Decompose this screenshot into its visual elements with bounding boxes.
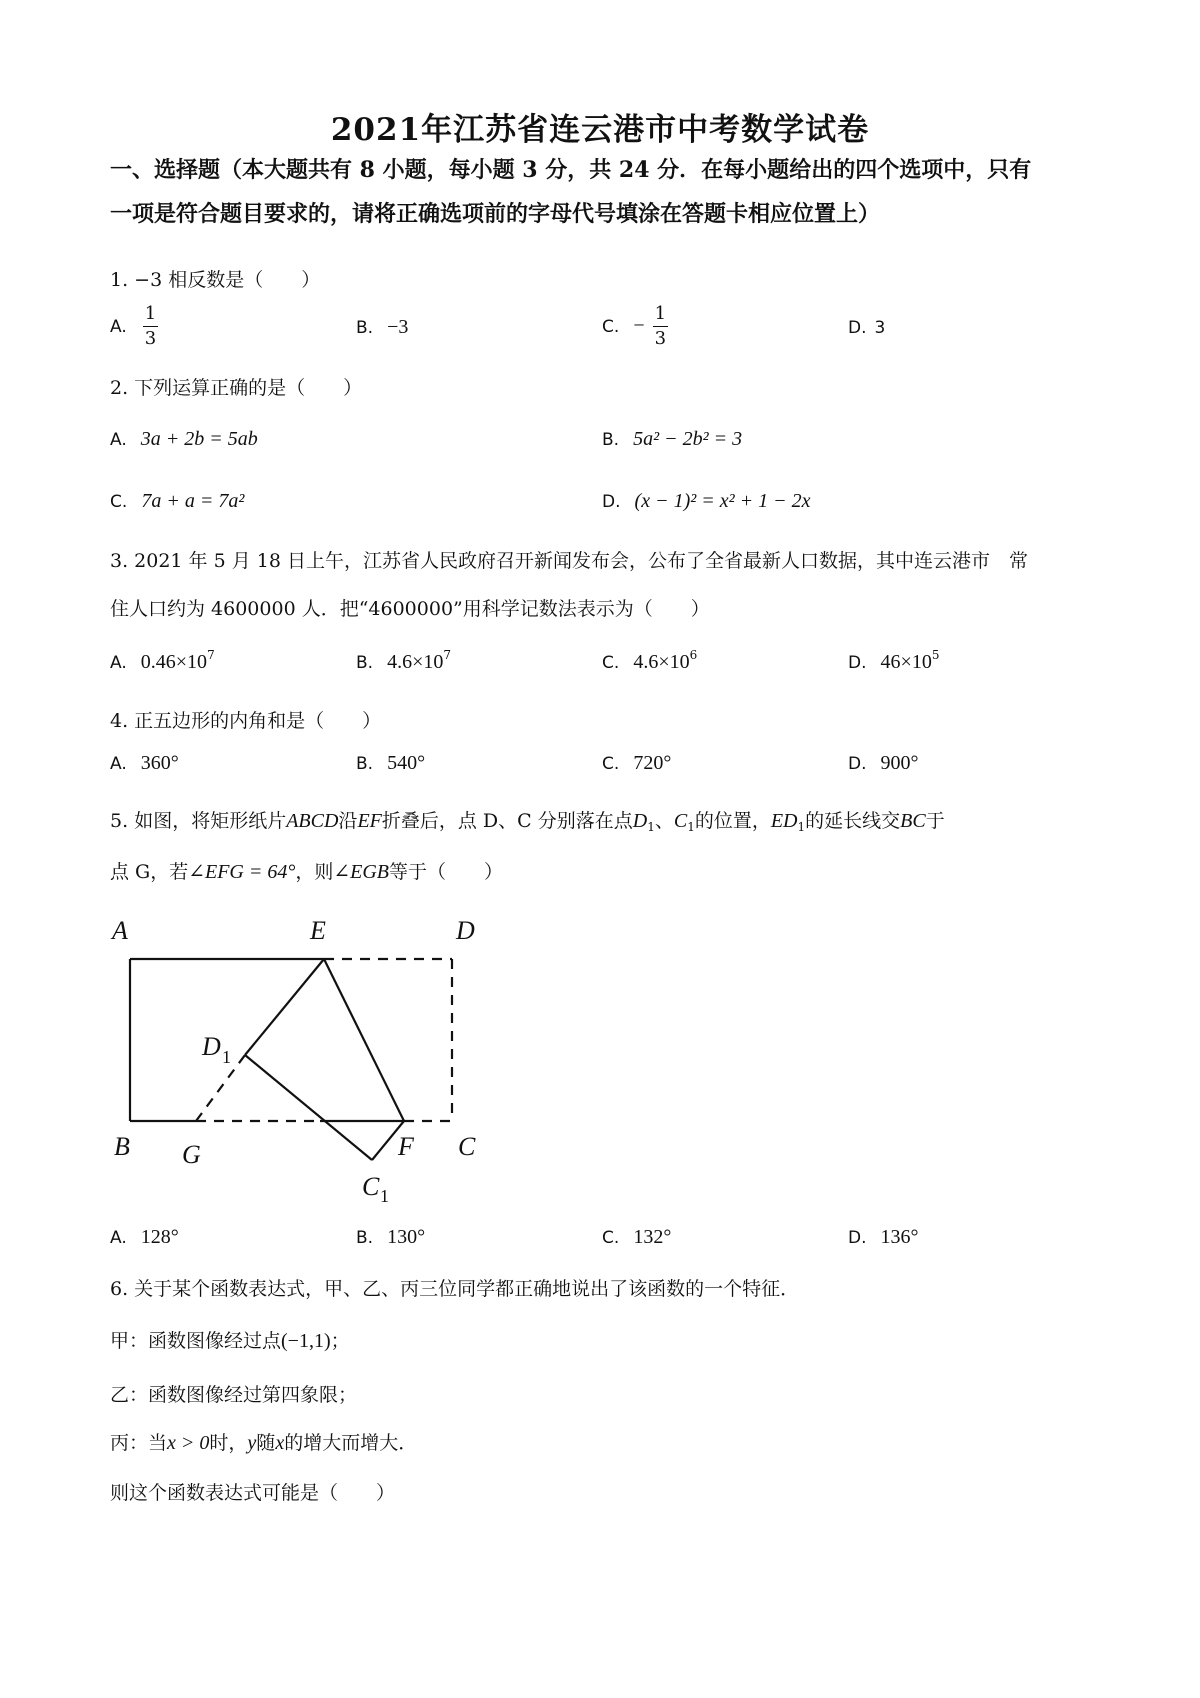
denominator: 3 (144, 328, 157, 349)
minus-sign: − (633, 314, 645, 337)
option-mantissa: 0.46×10 (140, 651, 208, 673)
numerator: 1 (143, 302, 158, 327)
stem-text: 的增大而增大． (284, 1432, 418, 1454)
q1-option-d (848, 316, 893, 338)
condition-x: x > 0 (167, 1432, 210, 1454)
stem-text: 于 (925, 810, 945, 832)
subscript: 1 (647, 820, 655, 834)
q2-option-d (602, 490, 810, 513)
option-label: B. (356, 653, 374, 673)
option-value: 136° (880, 1226, 919, 1248)
option-label: A. (110, 430, 127, 450)
option-label: C. (110, 492, 128, 512)
label-c1: C (362, 1172, 380, 1201)
q5-stem-line-2 (110, 857, 503, 884)
fold-figure (110, 905, 490, 1205)
stem-text: 沿 (338, 810, 358, 832)
option-value: 540° (387, 752, 426, 774)
segment-bc: BC (900, 810, 926, 832)
option-label: B. (602, 430, 620, 450)
q1-stem: 1. −3 相反数是（ ） (110, 269, 321, 291)
q2-option-b (602, 428, 742, 451)
stem-text: 的延长线交 (805, 810, 901, 832)
q1-option-b (356, 316, 408, 339)
option-value: −3 (387, 316, 409, 338)
label-f: F (398, 1132, 414, 1161)
dashed-gd1 (196, 1055, 245, 1121)
point-d1: D (632, 810, 648, 832)
section-heading-line-1: 一、选择题（本大题共有 8 小题，每小题 3 分，共 24 分．在每小题给出的四个选项中，只有 (110, 157, 1032, 183)
q4-option-c (602, 752, 671, 775)
exponent: 7 (207, 648, 215, 662)
option-value: 3 (874, 318, 886, 338)
option-value: (x − 1)² = x² + 1 − 2x (634, 490, 811, 512)
denominator: 3 (654, 328, 667, 349)
q2-stem: 2. 下列运算正确的是（ ） (110, 377, 363, 399)
q3-stem-line-2: 住人口约为 4600000 人．把“4600000”用科学记数法表示为（ ） (110, 598, 710, 620)
q6-ask: 则这个函数表达式可能是（ ） (110, 1482, 396, 1504)
option-value: 7a + a = 7a² (141, 490, 245, 512)
option-mantissa: 4.6×10 (633, 651, 690, 673)
edge-ed1 (245, 959, 324, 1055)
q2-option-a (110, 428, 258, 451)
label-d: D (456, 916, 475, 945)
question-number: 5. (110, 810, 129, 832)
stem-text: 随 (256, 1432, 276, 1454)
q3-stem-line-1: 3. 2021 年 5 月 18 日上午，江苏省人民政府召开新闻发布会，公布了全省最新人口数据，其中连云港市 常 (110, 550, 1028, 572)
q6-stem: 6. 关于某个函数表达式，甲、乙、丙三位同学都正确地说出了该函数的一个特征． (110, 1278, 800, 1300)
stem-text: 如图，将矩形纸片 (134, 810, 287, 832)
q1-option-a (110, 302, 160, 351)
q6-bing (110, 1428, 417, 1455)
stem-text: ，则 (295, 861, 334, 883)
q4-option-d (848, 752, 919, 775)
label-d1-sub: 1 (222, 1047, 231, 1067)
stem-text: 时， (209, 1432, 248, 1454)
q3-option-b (356, 648, 452, 674)
label-e: E (310, 916, 326, 945)
option-label: C. (602, 1228, 620, 1248)
numerator: 1 (653, 302, 668, 327)
option-label: A. (110, 754, 127, 774)
option-label: D. (602, 492, 621, 512)
label-a: A (112, 916, 128, 945)
label-c1-sub: 1 (380, 1186, 389, 1205)
q3-option-a (110, 648, 215, 674)
fraction (653, 302, 668, 351)
page-title: 2021年江苏省连云港市中考数学试卷 (330, 112, 870, 148)
option-value: 130° (387, 1226, 426, 1248)
segment-ed1: ED (770, 810, 798, 832)
option-value: 5a² − 2b² = 3 (633, 428, 743, 450)
option-value: 132° (633, 1226, 672, 1248)
q5-option-a (110, 1226, 179, 1249)
stem-text: 折叠后，点 D、C 分别落在点 (381, 810, 633, 832)
option-value: 3a + 2b = 5ab (140, 428, 258, 450)
stem-text: 等于（ ） (389, 861, 504, 883)
q3-option-c (602, 648, 698, 674)
edge-ef (324, 959, 404, 1121)
stem-text: ； (330, 1330, 350, 1352)
variable-x: x (275, 1432, 285, 1454)
option-label: D. (848, 1228, 867, 1248)
option-label: B. (356, 754, 374, 774)
stem-text: 甲：函数图像经过点 (110, 1330, 282, 1352)
angle-egb: ∠EGB (333, 861, 390, 883)
q1-option-c (602, 302, 670, 351)
option-label: D. (848, 754, 867, 774)
option-label: C. (602, 653, 620, 673)
q2-option-c (110, 490, 244, 513)
point-coordinate: (−1,1) (281, 1330, 331, 1352)
angle-efg: ∠EFG = 64° (188, 861, 296, 883)
fraction (143, 302, 158, 351)
point-c1: C (673, 810, 688, 832)
option-label: A. (110, 653, 127, 673)
edge-d1c1 (245, 1055, 372, 1160)
segment-ef: EF (357, 810, 382, 832)
option-value: 360° (140, 752, 179, 774)
stem-text: 点 G，若 (110, 861, 189, 883)
label-d1: D (202, 1032, 221, 1061)
section-heading-line-2: 一项是符合题目要求的，请将正确选项前的字母代号填涂在答题卡相应位置上） (110, 201, 881, 227)
option-label: A. (110, 1228, 127, 1248)
option-value: 720° (633, 752, 672, 774)
q6-yi: 乙：函数图像经过第四象限； (110, 1384, 358, 1406)
q5-option-c (602, 1226, 671, 1249)
option-label: A. (110, 316, 127, 337)
section-heading (110, 148, 1100, 236)
q4-option-a (110, 752, 179, 775)
stem-text: 、 (654, 810, 674, 832)
label-c: C (458, 1132, 476, 1161)
q6-jia (110, 1326, 350, 1353)
q5-option-d (848, 1226, 919, 1249)
label-g: G (182, 1140, 201, 1169)
q4-stem: 4. 正五边形的内角和是（ ） (110, 710, 382, 732)
option-label: B. (356, 1228, 374, 1248)
q3-option-d (848, 648, 940, 674)
option-label: C. (602, 316, 620, 337)
option-label: D. (848, 653, 867, 673)
option-mantissa: 4.6×10 (387, 651, 444, 673)
option-mantissa: 46×10 (880, 651, 932, 673)
subscript: 1 (687, 820, 695, 834)
option-label: C. (602, 754, 620, 774)
option-label: D. (848, 318, 867, 338)
variable-y: y (247, 1432, 257, 1454)
subscript: 1 (797, 820, 806, 834)
option-value: 900° (880, 752, 919, 774)
q5-option-b (356, 1226, 425, 1249)
q5-stem-line-1 (110, 806, 945, 833)
option-value: 128° (140, 1226, 179, 1248)
q4-option-b (356, 752, 425, 775)
rect-abcd: ABCD (286, 810, 339, 832)
option-label: B. (356, 318, 374, 338)
stem-text: 丙：当 (110, 1432, 168, 1454)
exponent: 5 (931, 648, 940, 662)
exponent: 6 (689, 648, 698, 662)
exponent: 7 (443, 648, 452, 662)
stem-text: 的位置， (694, 810, 771, 832)
label-b: B (114, 1132, 130, 1161)
